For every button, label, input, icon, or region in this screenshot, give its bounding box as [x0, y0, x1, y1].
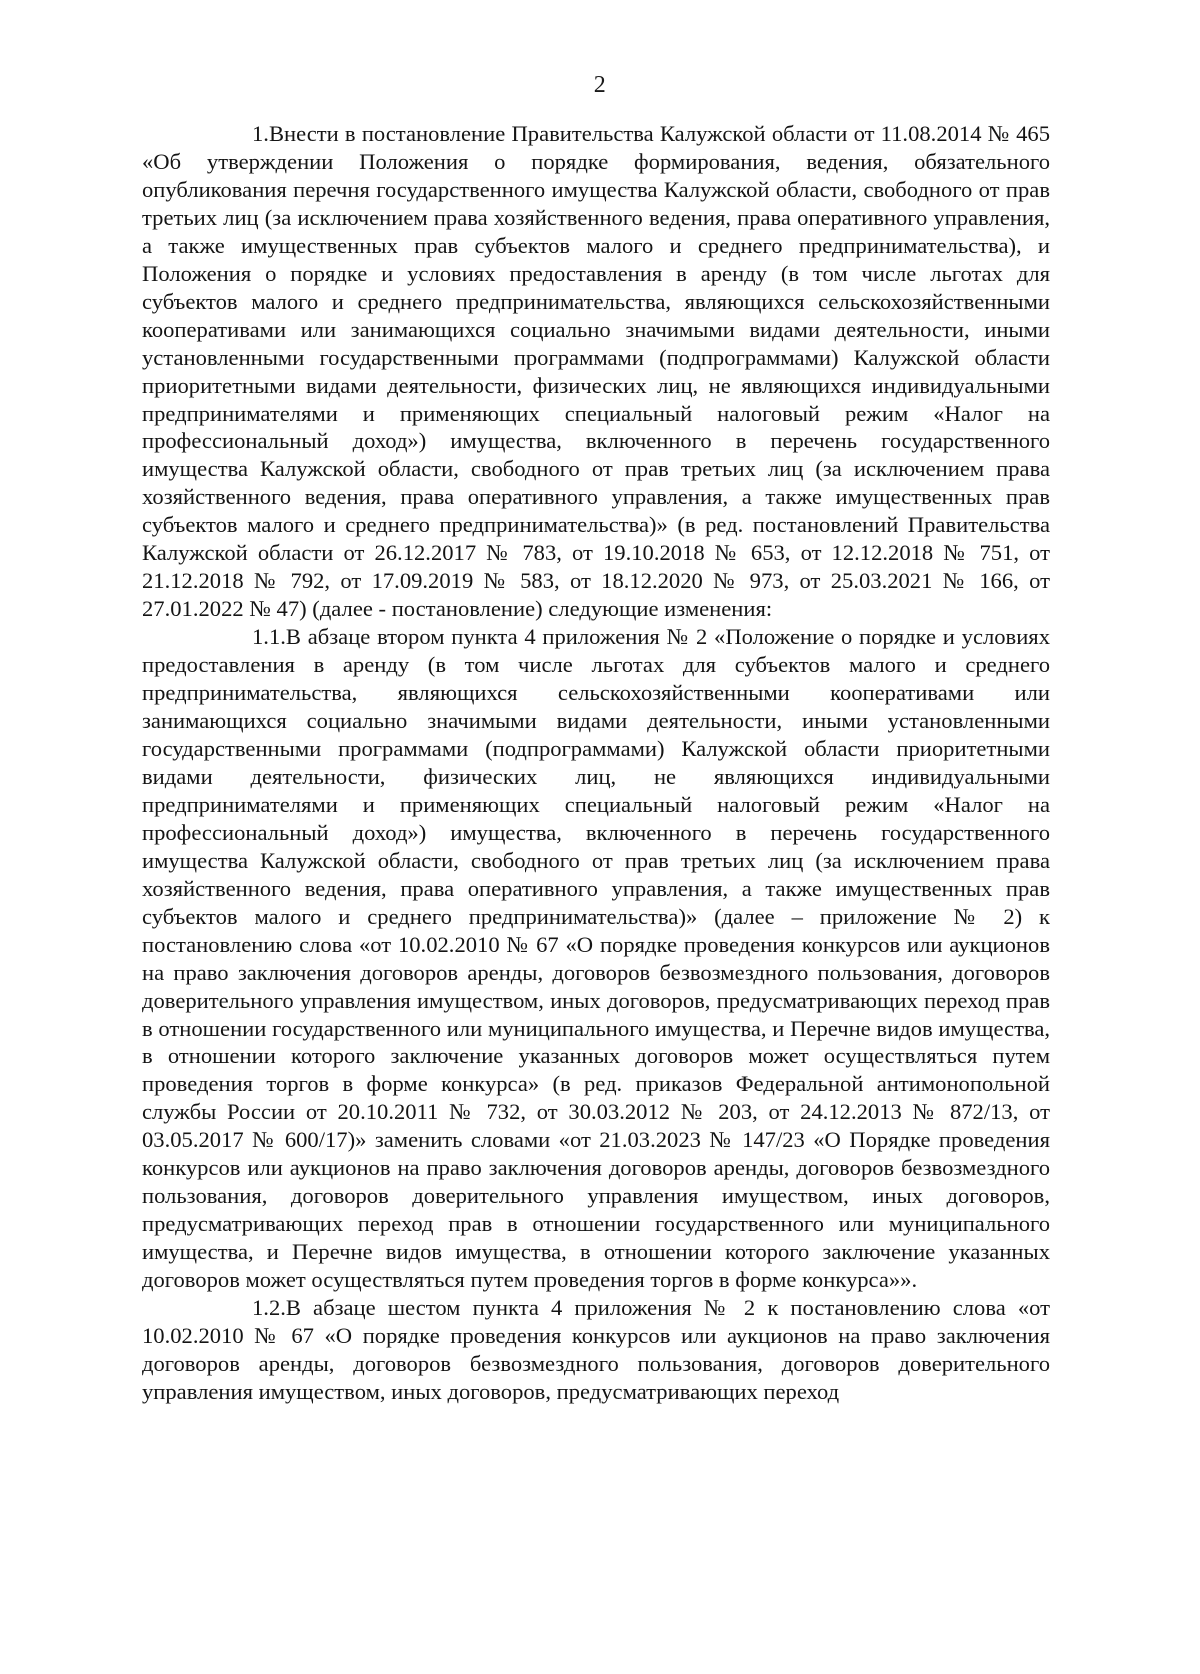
paragraph-1-2 [142, 1294, 1050, 1406]
paragraph-text: В абзаце шестом пункта 4 приложения № 2 к постановлению слова «от 10.02.2010 № 67 «О порядке проведения конкурсов или аукционов на право заключения договоров аренды, договоров безвозмездного пользования, договоров доверительного управления имуществом, иных договоров, предусматривающих переход [142, 1295, 1050, 1404]
paragraph-number: 1.2. [252, 1295, 286, 1321]
paragraph-text: В абзаце втором пункта 4 приложения № 2 «Положение о порядке и условиях предоставления в аренду (в том числе льготах для субъектов малого и среднего предпринимательства, являющихся сельскохозяйственными кооперативами или занимающихся социально значимыми видами деятельности, иными установленными государственными программами (подпрограммами) Калужской области приоритетными видами деятельности, физических лиц, не являющихся индивидуальными предпринимателями и применяющих специальный налоговый режим «Налог на профессиональный доход») имущества, включенного в перечень государственного имущества Калужской области, свободного от прав третьих лиц (за исключением права хозяйственного ведения, права оперативного управления, а также имущественных прав субъектов малого и среднего предпринимательства)» (далее – приложение № 2) к постановлению слова «от 10.02.2010 № 67 «О порядке проведения конкурсов или аукционов на право заключения договоров аренды, договоров безвозмездного пользования, договоров доверительного управления имуществом, иных договоров, предусматривающих переход прав в отношении государственного или муниципального имущества, и Перечне видов имущества, в отношении которого заключение указанных договоров может осуществляться путем проведения торгов в форме конкурса» (в ред. приказов Федеральной антимонопольной службы России от 20.10.2011 № 732, от 30.03.2012 № 203, от 24.12.2013 № 872/13, от 03.05.2017 № 600/17)» заменить словами «от 21.03.2023 № 147/23 «О Порядке проведения конкурсов или аукционов на право заключения договоров аренды, договоров безвозмездного пользования, договоров доверительного управления имуществом, иных договоров, предусматривающих переход прав в отношении государственного или муниципального имущества, и Перечне видов имущества, в отношении которого заключение указанных договоров может осуществляться путем проведения торгов в форме конкурса»». [142, 624, 1050, 1293]
document-body [142, 120, 1050, 1406]
paragraph-text: Внести в постановление Правительства Калужской области от 11.08.2014 № 465 «Об утверждении Положения о порядке формирования, ведения, обязательного опубликования перечня государственного имущества Калужской области, свободного от прав третьих лиц (за исключением права хозяйственного ведения, права оперативного управления, а также имущественных прав субъектов малого и среднего предпринимательства), и Положения о порядке и условиях предоставления в аренду (в том числе льготах для субъектов малого и среднего предпринимательства, являющихся сельскохозяйственными кооперативами или занимающихся социально значимыми видами деятельности, иными установленными государственными программами (подпрограммами) Калужской области приоритетными видами деятельности, физических лиц, не являющихся индивидуальными предпринимателями и применяющих специальный налоговый режим «Налог на профессиональный доход») имущества, включенного в перечень государственного имущества Калужской области, свободного от прав третьих лиц (за исключением права хозяйственного ведения, права оперативного управления, а также имущественных прав субъектов малого и среднего предпринимательства)» (в ред. постановлений Правительства Калужской области от 26.12.2017 № 783, от 19.10.2018 № 653, от 12.12.2018 № 751, от 21.12.2018 № 792, от 17.09.2019 № 583, от 18.12.2020 № 973, от 25.03.2021 № 166, от 27.01.2022 № 47) (далее - постановление) следующие изменения: [142, 121, 1050, 622]
paragraph-number: 1. [252, 121, 269, 146]
paragraph-number: 1.1. [252, 624, 286, 650]
paragraph-1-1 [142, 623, 1050, 1294]
page-number: 2 [593, 72, 607, 98]
paragraph-1 [142, 120, 1050, 623]
